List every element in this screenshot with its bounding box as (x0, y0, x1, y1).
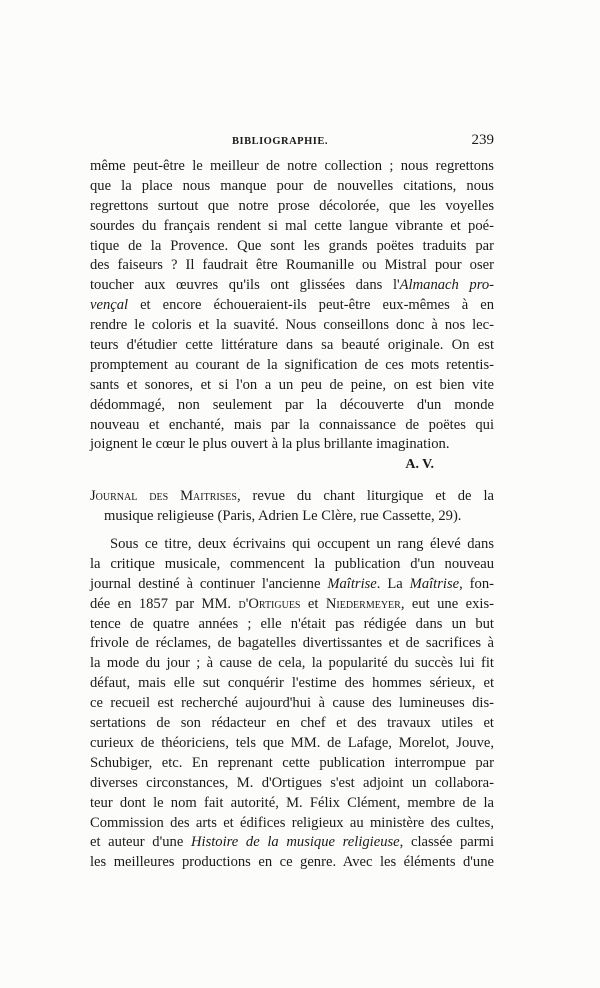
text-line: curieux de théoriciens, tels que MM. de Lafage, Morelot, Jouve, (90, 734, 494, 751)
text-line: ce recueil est recherché aujourd'hui à cause des lumineuses dis- (90, 695, 494, 712)
text-line: teur dont le nom fait autorité, M. Félix Clément, membre de la (90, 794, 494, 811)
text-line: promptement au courant de la signification de ces mots retentis- (90, 356, 494, 373)
text-line: sertations de son rédacteur en chef et des travaux utiles et (90, 715, 494, 732)
italic-title: Histoire de la musique religieuse (190, 834, 400, 851)
text-line: la critique musicale, commencent la publication d'un nouveau (90, 555, 494, 572)
italic-title: vençal (90, 297, 129, 314)
spacer (90, 475, 494, 487)
text-line: sants et sonores, et si l'on a un peu de peine, on est bien vite (90, 376, 494, 393)
text-segment: , classée parmi (399, 834, 494, 851)
text-segment: , revue du chant liturgique et de la (236, 488, 494, 505)
text-line: les meilleures productions en ce genre. Avec les éléments d'une (90, 854, 494, 871)
text-line (90, 276, 494, 296)
text-line: que la place nous manque pour de nouvelles citations, nous (90, 177, 494, 194)
italic-title: Almanach pro- (399, 277, 494, 294)
paragraph-journal (90, 535, 494, 873)
text-line: la mode du jour ; à cause de cela, la popularité du succès lui fit (90, 655, 494, 672)
person-name: d'Ortigues (238, 595, 301, 612)
text-line: des faiseurs ? Il faudrait être Roumanille ou Mistral pour oser (90, 257, 494, 274)
text-line: frivole de réclames, de bagatelles divertissantes et de sacrifices à (90, 635, 494, 652)
text-line: sourdes du français rendent si mal cette langue vibrante et poé- (90, 217, 494, 234)
text-segment: toucher aux œuvres qu'ils ont glissées dans l' (90, 277, 400, 294)
text-segment: et (300, 595, 326, 612)
text-segment: et encore échoueraient-ils peut-être eux-mêmes à en (128, 297, 494, 314)
text-line: regrettons surtout que notre prose décolorée, que les voyelles (90, 197, 494, 214)
text-segment: journal destiné à continuer l'ancienne (90, 575, 328, 592)
running-head: BIBLIOGRAPHIE. (232, 136, 328, 147)
text-line: dédommagé, non seulement par la découverte d'un monde (90, 396, 494, 413)
text-line: tence de quatre années ; elle n'était pas rédigée dans un but (90, 615, 494, 632)
entry-heading (90, 487, 494, 527)
text-segment: . La (376, 575, 410, 592)
text-line: diverses circonstances, M. d'Ortigues s'est adjoint un collabora- (90, 774, 494, 791)
text-line: tique de la Provence. Que sont les grands poëtes traduits par (90, 237, 494, 254)
text-line: nouveau et enchanté, mais par la connaissance de poëtes qui (90, 416, 494, 433)
text-line: joignent le cœur le plus ouvert à la plus brillante imagination. (90, 436, 450, 453)
text-segment: et auteur d'une (90, 834, 191, 851)
text-block (90, 157, 494, 873)
text-line: Sous ce titre, deux écrivains qui occupent un rang élevé dans (110, 536, 494, 553)
text-line: même peut-être le meilleur de notre collection ; nous regrettons (90, 158, 494, 174)
text-line (90, 595, 494, 615)
text-segment: dée en 1857 par MM. (90, 595, 239, 612)
journal-title: Journal des Maitrises (90, 488, 237, 505)
italic-title: Maîtrise (327, 575, 377, 592)
entry-subtitle-line: musique religieuse (Paris, Adrien Le Clère, rue Cassette, 29). (104, 508, 462, 525)
text-line: Schubiger, etc. En reprenant cette publication interrompue par (90, 754, 494, 771)
person-name: Niedermeyer (325, 595, 401, 612)
text-segment: , eut une exis- (400, 595, 494, 612)
text-line: défaut, mais elle sut conquérir l'estime des hommes sérieux, et (90, 675, 494, 692)
paragraph-review-end (90, 157, 494, 475)
page-number: 239 (471, 132, 494, 148)
author-signature: A. V. (405, 457, 434, 473)
italic-title: Maîtrise (409, 575, 460, 592)
text-line: Commission des arts et édifices religieux au ministère des cultes, (90, 814, 494, 831)
page-header (90, 132, 494, 154)
spacer (90, 527, 494, 535)
text-line (90, 833, 494, 853)
entry-title-line (90, 487, 494, 507)
text-line (90, 575, 494, 595)
text-line: teurs d'étudier cette littérature dans sa beauté originale. On est (90, 337, 494, 354)
text-line (90, 296, 494, 316)
text-segment: , fon- (459, 575, 494, 592)
text-line: rendre le coloris et la suavité. Nous conseillons donc à nos lec- (90, 317, 494, 334)
